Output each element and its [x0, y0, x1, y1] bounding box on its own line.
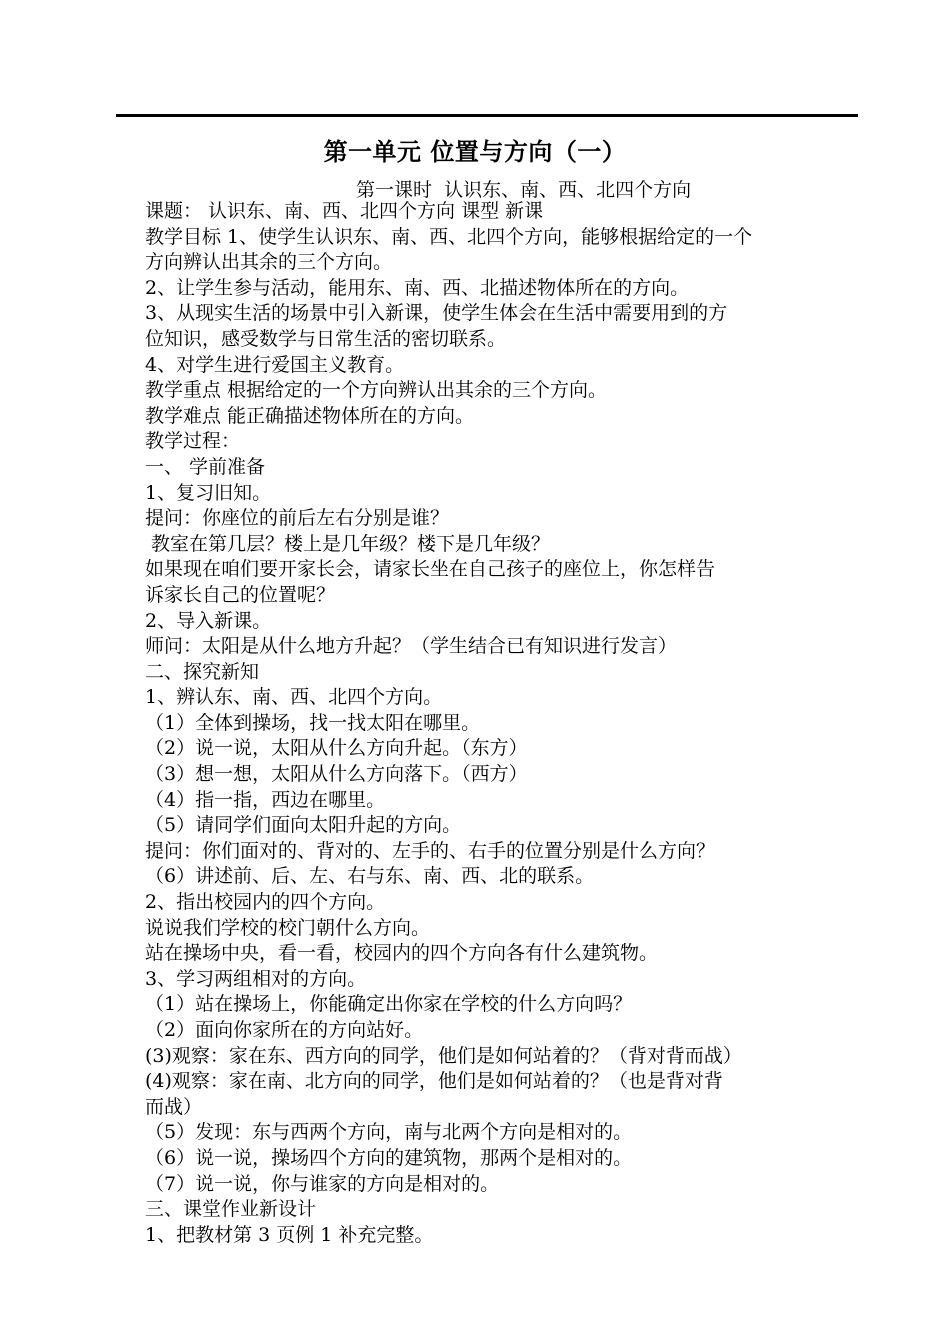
body-line: 二、探究新知 — [145, 660, 260, 683]
body-line: 三、课堂作业新设计 — [145, 1198, 317, 1221]
body-line: （2）说一说，太阳从什么方向升起。（东方） — [145, 737, 528, 760]
body-line: 位知识，感受数学与日常生活的密切联系。 — [145, 327, 507, 350]
body-line: 教学过程： — [145, 430, 241, 453]
body-line: 如果现在咱们要开家长会，请家长坐在自己孩子的座位上，你怎样告 — [145, 558, 716, 581]
body-line: （4）指一指，西边在哪里。 — [145, 788, 386, 811]
body-line: （5）发现：东与西两个方向，南与北两个方向是相对的。 — [145, 1121, 633, 1144]
body-line: 提问：你们面对的、背对的、左手的、右手的位置分别是什么方向？ — [145, 839, 716, 862]
body-line: 1、辨认东、南、西、北四个方向。 — [145, 686, 443, 709]
body-line: 3、学习两组相对的方向。 — [145, 967, 367, 990]
lesson-body — [145, 199, 815, 1248]
body-line: （3）想一想，太阳从什么方向落下。（西方） — [145, 763, 528, 786]
body-line: 一、 学前准备 — [145, 455, 266, 478]
body-line: 1、复习旧知。 — [145, 481, 272, 504]
body-line: 4、对学生进行爱国主义教育。 — [145, 353, 405, 376]
body-line: 教学重点 根据给定的一个方向辨认出其余的三个方向。 — [145, 379, 608, 402]
body-line: (4)观察：家在南、北方向的同学，他们是如何站着的？（也是背对背 — [145, 1070, 723, 1093]
body-line: 课题： 认识东、南、西、北四个方向 课型 新课 — [145, 200, 544, 222]
body-line: （7）说一说，你与谁家的方向是相对的。 — [145, 1172, 500, 1195]
body-line: 3、从现实生活的场景中引入新课，使学生体会在生活中需要用到的方 — [145, 302, 728, 325]
body-line: 1、把教材第 3 页例 1 补充完整。 — [145, 1223, 434, 1246]
body-line: 2、让学生参与活动，能用东、南、西、北描述物体所在的方向。 — [145, 276, 690, 299]
body-line: 诉家长自己的位置呢？ — [145, 583, 336, 606]
body-line: （2）面向你家所在的方向站好。 — [145, 1019, 424, 1041]
body-line: （6）讲述前、后、左、右与东、南、西、北的联系。 — [145, 865, 595, 888]
body-line: 2、指出校园内的四个方向。 — [145, 891, 386, 914]
body-line: 教学目标 1、使学生认识东、南、西、北四个方向，能够根据给定的一个 — [145, 225, 753, 248]
body-line: 2、导入新课。 — [145, 609, 272, 632]
body-line: (3)观察：家在东、西方向的同学，他们是如何站着的？（背对背而战） — [145, 1044, 742, 1067]
body-line: （6）说一说，操场四个方向的建筑物，那两个是相对的。 — [145, 1146, 633, 1169]
body-line: 教学难点 能正确描述物体所在的方向。 — [145, 404, 475, 427]
unit-title: 第一单元 位置与方向（一） — [323, 138, 627, 166]
body-line: 说说我们学校的校门朝什么方向。 — [145, 916, 431, 939]
body-line: 站在操场中央，看一看，校园内的四个方向各有什么建筑物。 — [145, 942, 659, 965]
lesson-subtitle: 第一课时 认识东、南、西、北四个方向 — [356, 179, 692, 201]
body-line: 师问：太阳是从什么地方升起？（学生结合已有知识进行发言） — [145, 635, 678, 658]
body-line: 而战） — [145, 1095, 203, 1118]
body-line: 方向辨认出其余的三个方向。 — [145, 251, 393, 274]
body-line: 提问：你座位的前后左右分别是谁？ — [145, 507, 450, 530]
body-line: （5）请同学们面向太阳升起的方向。 — [145, 814, 462, 837]
body-line: （1）全体到操场，找一找太阳在哪里。 — [145, 711, 481, 734]
header-rule — [116, 114, 858, 117]
body-line: 教室在第几层？楼上是几年级？楼下是几年级？ — [145, 532, 551, 555]
body-line: （1）站在操场上，你能确定出你家在学校的什么方向吗？ — [145, 993, 633, 1016]
